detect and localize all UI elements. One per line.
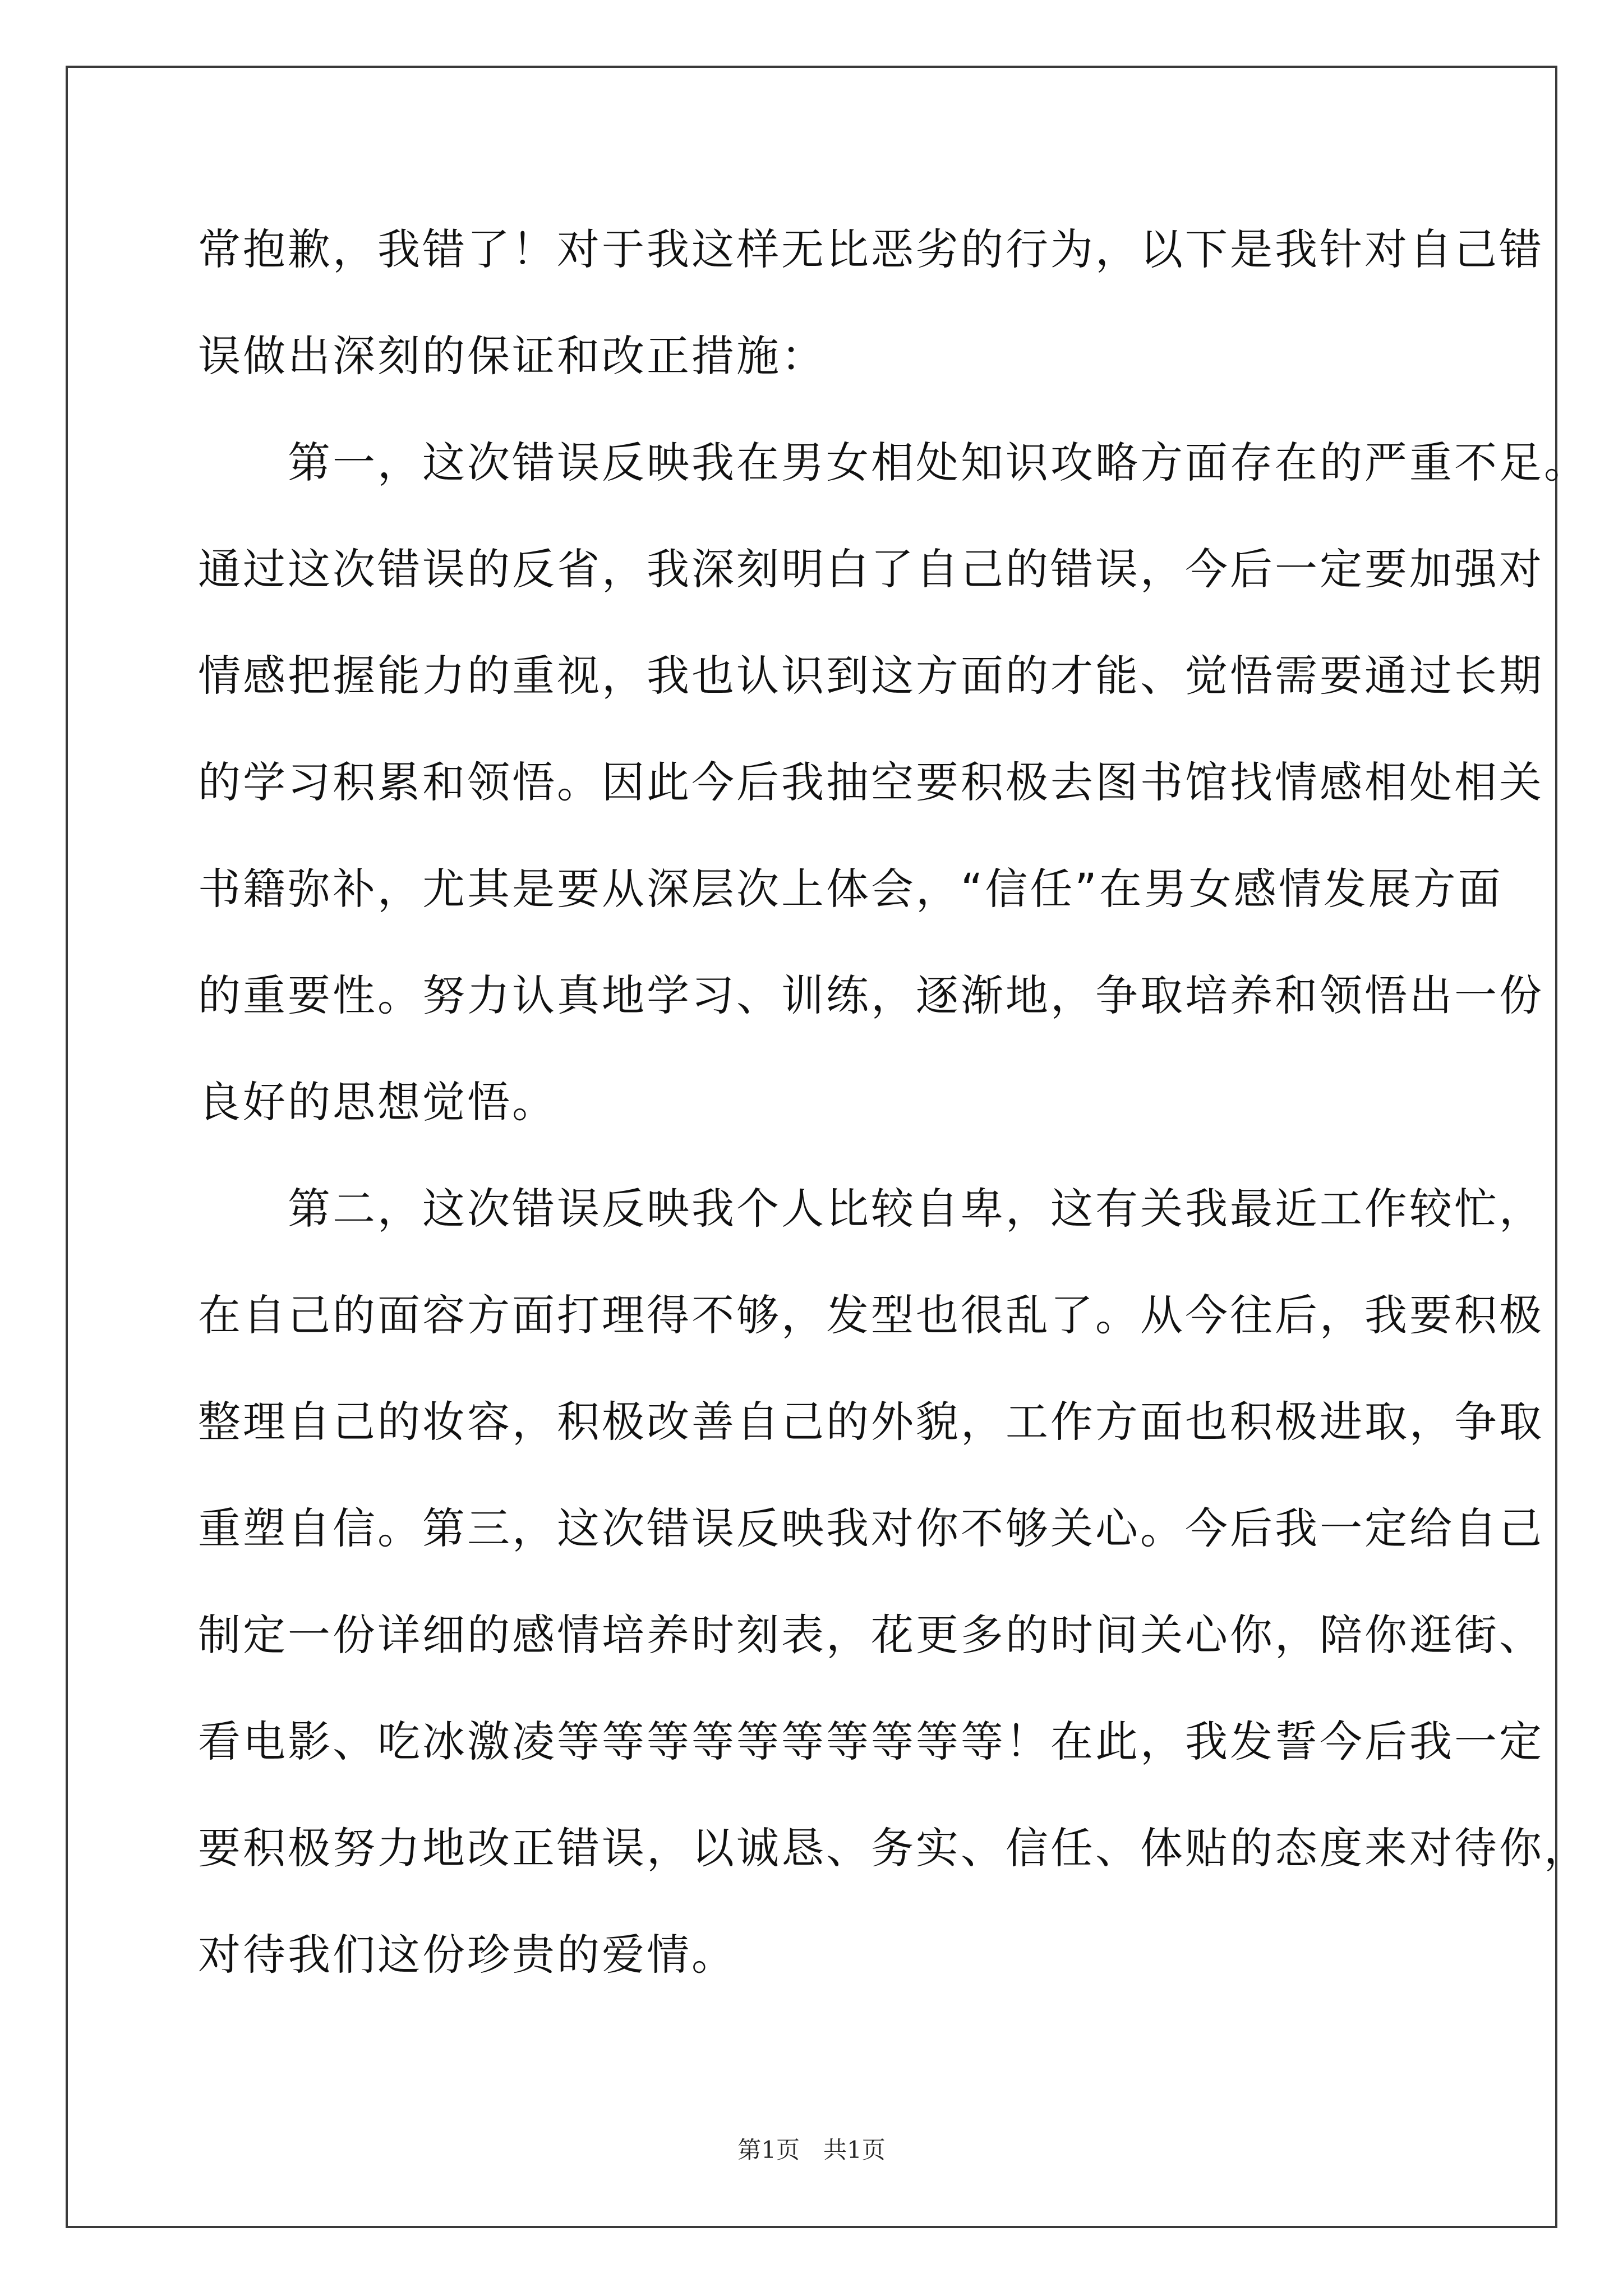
text-line: 常抱歉，我错了！对于我这样无比恶劣的行为，以下是我针对自己错: [198, 224, 1544, 274]
text-line: 误做出深刻的保证和改正措施：: [198, 331, 826, 381]
text-line: 重塑自信。第三，这次错误反映我对你不够关心。今后我一定给自己: [198, 1503, 1544, 1553]
text-line: 第一，这次错误反映我在男女相处知识攻略方面存在的严重不足。: [198, 438, 1589, 487]
text-line: 要积极努力地改正错误，以诚恳、务实、信任、体贴的态度来对待你，: [198, 1823, 1589, 1873]
page-number-footer: 第1页 共1页: [737, 2136, 886, 2164]
text-line: 通过这次错误的反省，我深刻明白了自己的错误，今后一定要加强对: [198, 544, 1544, 594]
text-line: 情感把握能力的重视，我也认识到这方面的才能、觉悟需要通过长期: [198, 651, 1544, 701]
text-line: 书籍弥补，尤其是要从深层次上体会，“信任”在男女感情发展方面: [198, 864, 1503, 914]
text-line: 制定一份详细的感情培养时刻表，花更多的时间关心你，陪你逛街、: [198, 1610, 1544, 1660]
text-line: 的学习积累和领悟。因此今后我抽空要积极去图书馆找情感相处相关: [198, 757, 1544, 807]
text-line: 对待我们这份珍贵的爱情。: [198, 1930, 736, 1980]
text-line: 良好的思想觉悟。: [198, 1077, 557, 1127]
text-line: 整理自己的妆容，积极改善自己的外貌，工作方面也积极进取，争取: [198, 1397, 1544, 1447]
text-line: 第二，这次错误反映我个人比较自卑，这有关我最近工作较忙，: [198, 1184, 1544, 1234]
text-line: 看电影、吃冰激凌等等等等等等等等等等！在此，我发誓今后我一定: [198, 1717, 1544, 1766]
text-line: 的重要性。努力认真地学习、训练，逐渐地，争取培养和领悟出一份: [198, 970, 1544, 1020]
document-body: [198, 196, 1589, 2008]
text-line: 在自己的面容方面打理得不够，发型也很乱了。从今往后，我要积极: [198, 1290, 1544, 1340]
